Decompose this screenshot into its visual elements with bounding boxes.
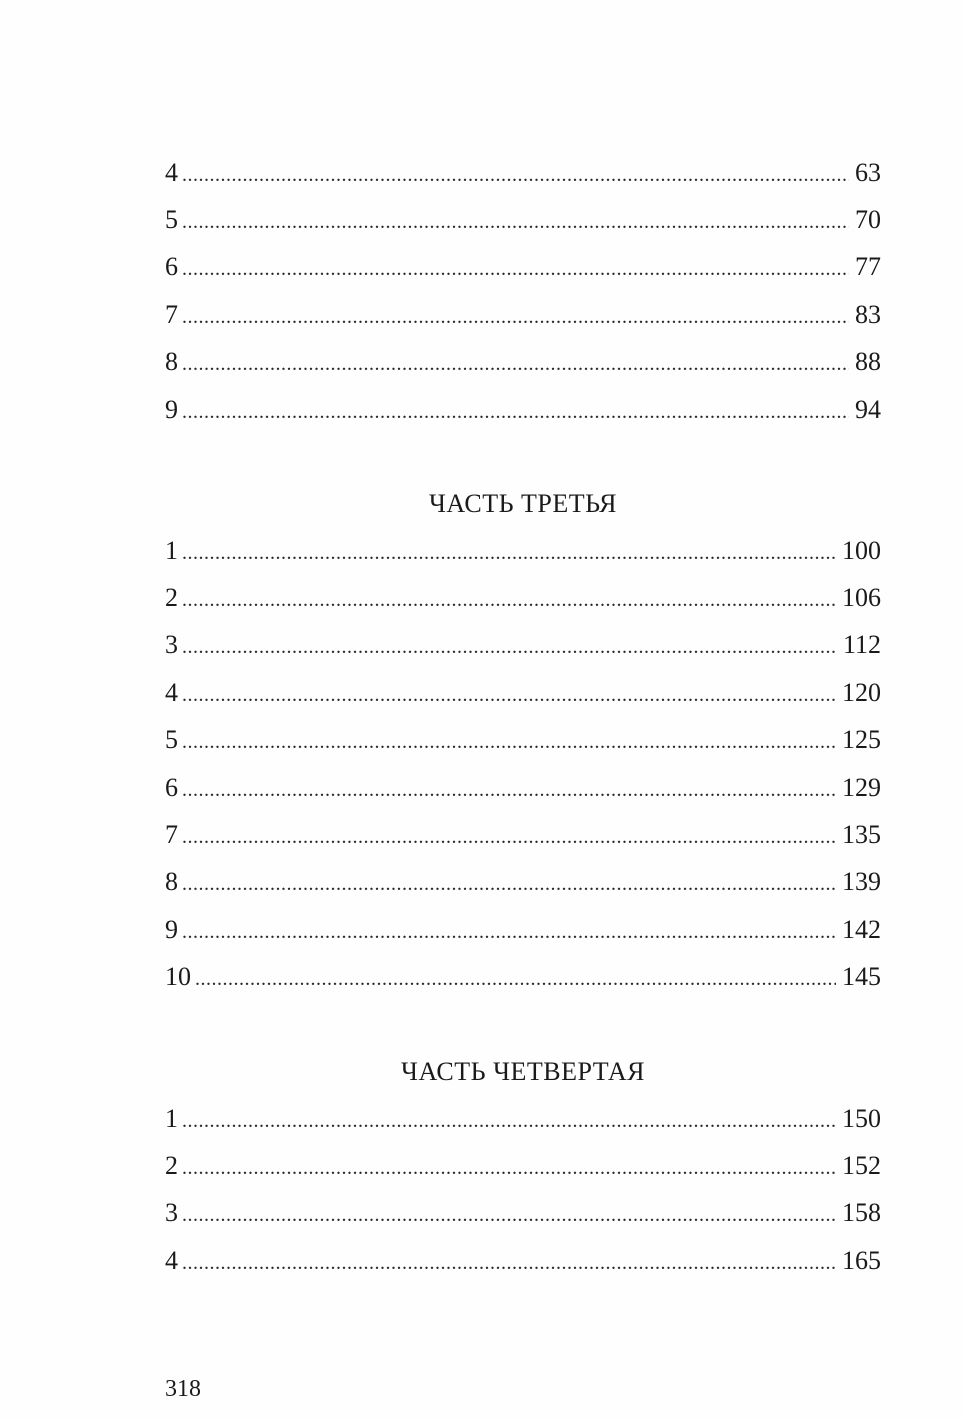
toc-entry-page: 152 bbox=[842, 1151, 881, 1180]
toc-entry bbox=[165, 393, 881, 427]
toc-entry-number: 10 bbox=[165, 962, 191, 991]
dot-leader bbox=[182, 536, 836, 570]
toc-entry-number: 2 bbox=[165, 1151, 178, 1180]
dot-leader bbox=[182, 300, 849, 334]
toc-entry-page: 129 bbox=[842, 773, 881, 802]
toc-entry bbox=[165, 913, 881, 947]
dot-leader bbox=[182, 820, 836, 854]
toc-entry bbox=[165, 628, 881, 662]
dot-leader bbox=[182, 395, 849, 429]
toc-entry-number: 4 bbox=[165, 1246, 178, 1275]
toc-entry-number: 2 bbox=[165, 583, 178, 612]
toc-entry-number: 3 bbox=[165, 630, 178, 659]
toc-entry bbox=[165, 298, 881, 332]
dot-leader bbox=[182, 347, 849, 381]
dot-leader bbox=[182, 1198, 836, 1232]
toc-entry-page: 83 bbox=[855, 300, 881, 329]
toc-entry-page: 88 bbox=[855, 347, 881, 376]
toc-entry-page: 63 bbox=[855, 158, 881, 187]
toc-entry-page: 150 bbox=[842, 1104, 881, 1133]
toc-entry-page: 125 bbox=[842, 725, 881, 754]
toc-entry bbox=[165, 345, 881, 379]
dot-leader bbox=[182, 773, 836, 807]
dot-leader bbox=[182, 158, 849, 192]
page-number: 318 bbox=[165, 1376, 201, 1402]
dot-leader bbox=[182, 725, 836, 759]
toc-entry-number: 9 bbox=[165, 395, 178, 424]
dot-leader bbox=[182, 678, 836, 712]
toc-entry-page: 165 bbox=[842, 1246, 881, 1275]
dot-leader bbox=[182, 630, 837, 664]
toc-entry bbox=[165, 1244, 881, 1278]
toc-entry bbox=[165, 771, 881, 805]
part-heading: ЧАСТЬ ЧЕТВЕРТАЯ bbox=[401, 1057, 645, 1086]
toc-entry-number: 1 bbox=[165, 536, 178, 565]
toc-entry-number: 8 bbox=[165, 347, 178, 376]
toc-entry-page: 106 bbox=[842, 583, 881, 612]
toc-entry-number: 4 bbox=[165, 158, 178, 187]
toc-entry bbox=[165, 818, 881, 852]
dot-leader bbox=[182, 1246, 836, 1280]
dot-leader bbox=[182, 1104, 836, 1138]
toc-entry bbox=[165, 250, 881, 284]
toc-entry-page: 120 bbox=[842, 678, 881, 707]
toc-entry-page: 70 bbox=[855, 205, 881, 234]
toc-entry bbox=[165, 676, 881, 710]
toc-entry bbox=[165, 723, 881, 757]
toc-entry bbox=[165, 203, 881, 237]
toc-entry-number: 5 bbox=[165, 725, 178, 754]
toc-entry-page: 94 bbox=[855, 395, 881, 424]
toc-entry-number: 7 bbox=[165, 820, 178, 849]
toc-entry-number: 4 bbox=[165, 678, 178, 707]
toc-entry bbox=[165, 156, 881, 190]
toc-entry bbox=[165, 581, 881, 615]
dot-leader bbox=[195, 962, 836, 996]
dot-leader bbox=[182, 867, 836, 901]
toc-entry-number: 7 bbox=[165, 300, 178, 329]
toc-entry-number: 3 bbox=[165, 1198, 178, 1227]
toc-entry-page: 100 bbox=[842, 536, 881, 565]
toc-entry-number: 8 bbox=[165, 867, 178, 896]
toc-entry-number: 5 bbox=[165, 205, 178, 234]
dot-leader bbox=[182, 205, 849, 239]
toc-entry bbox=[165, 865, 881, 899]
toc-entry-page: 158 bbox=[842, 1198, 881, 1227]
toc-entry-number: 9 bbox=[165, 915, 178, 944]
part-heading: ЧАСТЬ ТРЕТЬЯ bbox=[428, 489, 618, 518]
toc-entry-page: 135 bbox=[842, 820, 881, 849]
toc-entry-page: 139 bbox=[842, 867, 881, 896]
dot-leader bbox=[182, 583, 836, 617]
toc-entry-page: 112 bbox=[842, 630, 881, 659]
toc-entry bbox=[165, 1149, 881, 1183]
toc-entry bbox=[165, 1102, 881, 1136]
toc-entry-page: 77 bbox=[855, 252, 881, 281]
toc-entry-number: 1 bbox=[165, 1104, 178, 1133]
toc-entry bbox=[165, 960, 881, 994]
dot-leader bbox=[182, 252, 849, 286]
toc-entry-number: 6 bbox=[165, 773, 178, 802]
toc-entry bbox=[165, 534, 881, 568]
toc-entry bbox=[165, 1196, 881, 1230]
toc-entry-number: 6 bbox=[165, 252, 178, 281]
dot-leader bbox=[182, 915, 836, 949]
toc-entry-page: 145 bbox=[842, 962, 881, 991]
dot-leader bbox=[182, 1151, 836, 1185]
toc-entry-page: 142 bbox=[842, 915, 881, 944]
